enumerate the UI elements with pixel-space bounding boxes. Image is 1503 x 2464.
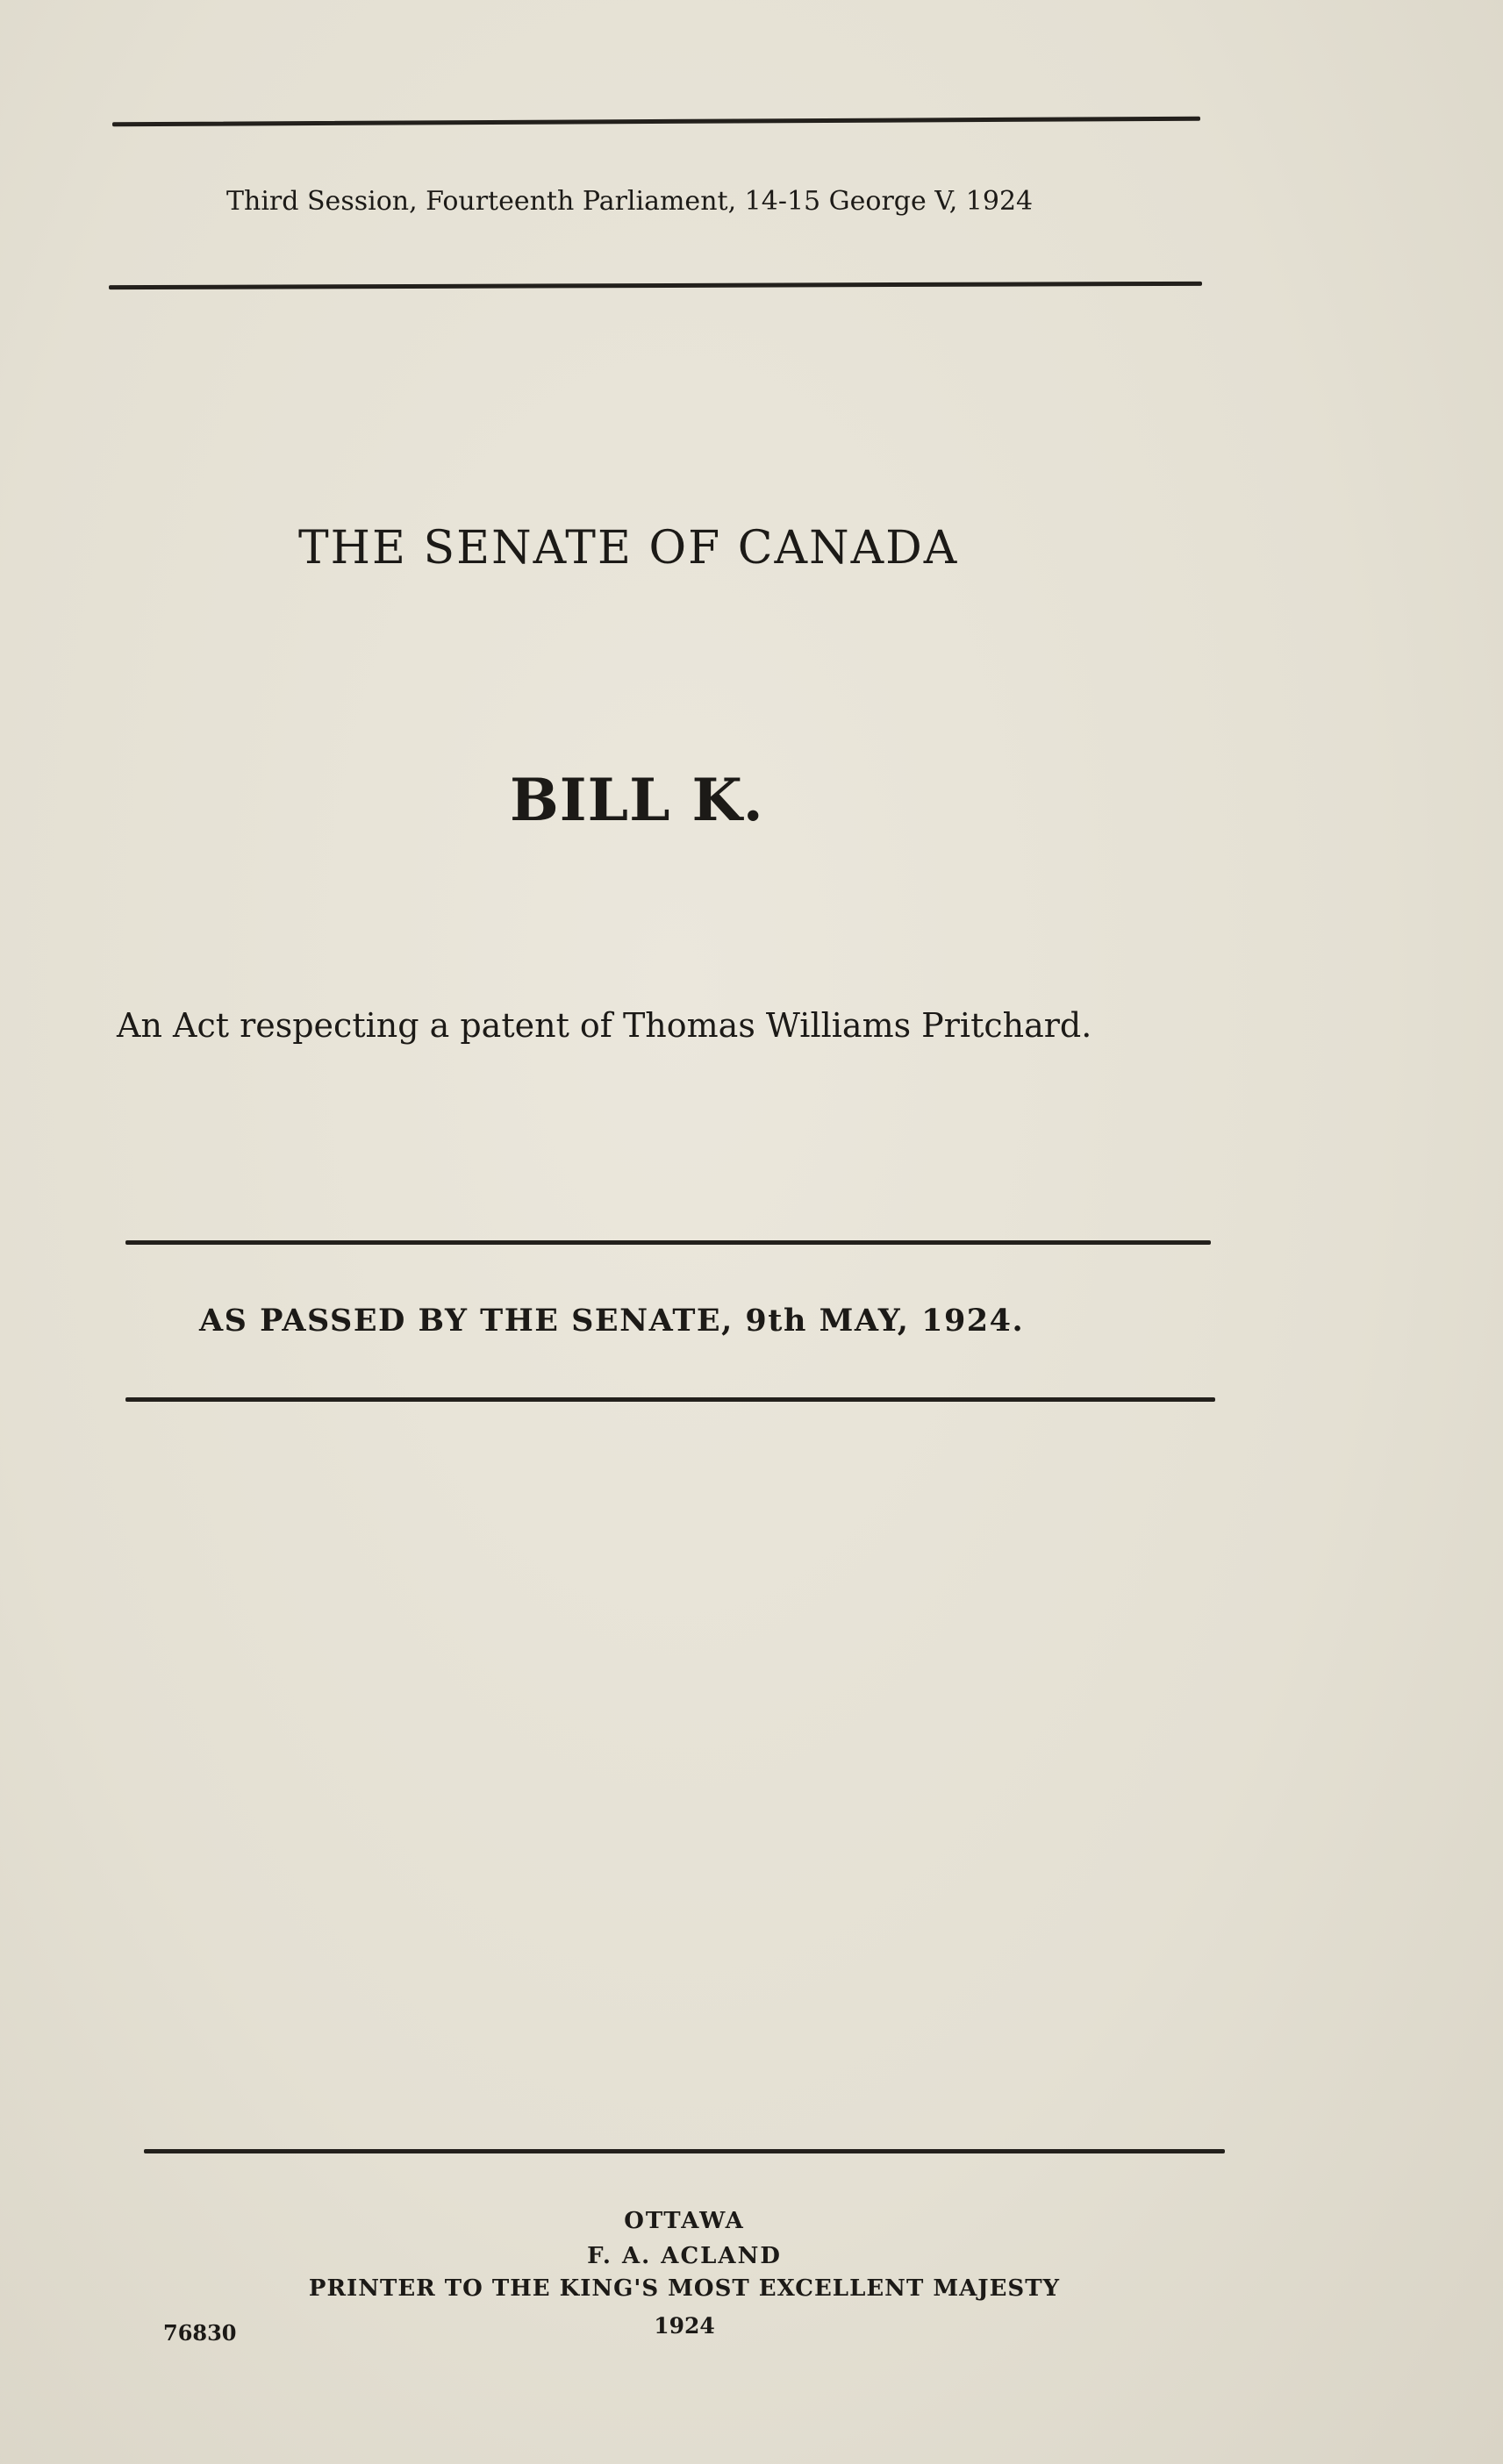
bill-title: BILL K. [510, 766, 764, 834]
act-description: An Act respecting a patent of Thomas Williams Pritchard. [117, 1006, 1092, 1045]
print-code: 76830 [163, 2320, 237, 2346]
top-rule-upper [112, 117, 1200, 126]
passed-rule-lower [125, 1397, 1215, 1402]
imprint-rule [144, 2149, 1225, 2153]
passed-notice: AS PASSED BY THE SENATE, 9th MAY, 1924. [199, 1303, 1025, 1339]
passed-rule-upper [125, 1240, 1211, 1245]
chamber-title: THE SENATE OF CANADA [298, 522, 959, 575]
session-line: Third Session, Fourteenth Parliament, 14-15 George V, 1924 [226, 186, 1034, 217]
imprint-printer-title: PRINTER TO THE KING'S MOST EXCELLENT MAJESTY [308, 2275, 1061, 2302]
top-rule-lower [109, 282, 1202, 289]
imprint-city: OTTAWA [624, 2208, 745, 2234]
imprint-year: 1924 [654, 2313, 715, 2339]
imprint-printer-name: F. A. ACLAND [587, 2243, 782, 2269]
